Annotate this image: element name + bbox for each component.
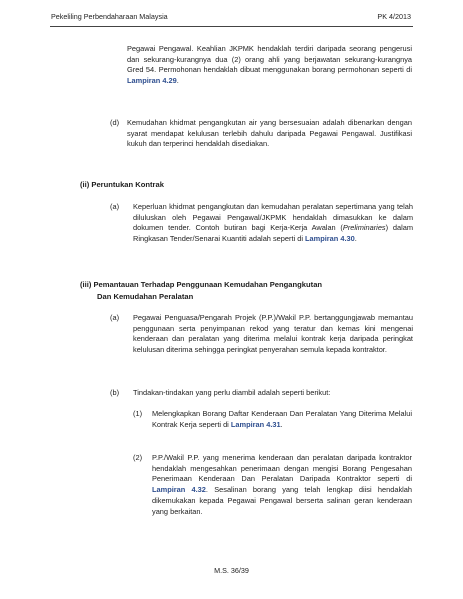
section-heading-iii-line2: Dan Kemudahan Peralatan — [97, 292, 194, 301]
item-iii-b-text: Tindakan-tindakan yang perlu diambil adalah seperti berikut: — [133, 388, 331, 397]
subitem-1-text — [152, 409, 412, 430]
header-rule — [50, 26, 413, 27]
appendix-link-4-32[interactable]: Lampiran 4.32 — [152, 485, 206, 495]
item-d-text: Kemudahan khidmat pengangkutan air yang bersesuaian adalah dibenarkan dengan syarat mendapat kelulusan terlebih dahulu daripada Pegawai Pengawal. Justifikasi kukuh dan terperinci hendaklah disediakan. — [127, 118, 412, 149]
item-ii-a-text-part1: Keperluan khidmat pengangkutan dan kemudahan peralatan sepertimana yang telah diluluskan oleh Pegawai Pengawal/JKPMK hendaklah dimasukkan ke dalam dokumen tender. Contoh butiran bagi Kerja-Kerja Awalan ( — [133, 202, 413, 233]
subitem-1-end: . — [280, 419, 283, 429]
item-label-iii-a: (a) — [110, 313, 120, 322]
appendix-link-4-31[interactable]: Lampiran 4.31 — [230, 419, 281, 429]
subitem-label-2: (2) — [133, 453, 143, 462]
paragraph-end: . — [176, 76, 179, 86]
page-number: M.S. 36/39 — [214, 566, 249, 575]
section-heading-ii: (ii) Peruntukan Kontrak — [80, 180, 164, 189]
subitem-2-text — [152, 453, 412, 517]
appendix-link-4-29[interactable]: Lampiran 4.29 — [127, 76, 177, 86]
appendix-link-4-30[interactable]: Lampiran 4.30 — [305, 234, 355, 244]
paragraph-continued — [127, 44, 412, 87]
item-ii-a-text — [133, 202, 413, 245]
paragraph-text: Pegawai Pengawal. Keahlian JKPMK hendaklah terdiri daripada seorang pengerusi dan sekurang-kurangnya dua (2) orang ahli yang berjawatan sekurang-kurangnya Gred 54. Permohonan hendaklah dibuat menggunakan borang permohonan seperti di — [127, 44, 412, 75]
item-label-d: (d) — [110, 118, 120, 127]
item-ii-a-end: . — [354, 234, 357, 244]
subitem-label-1: (1) — [133, 409, 143, 418]
subitem-2-body-end: . Sesalinan borang yang telah lengkap diisi hendaklah dikemukakan kepada Pegawai Pengawal berserta salinan geran kenderaan yang berkaitan. — [152, 485, 412, 516]
subitem-2-body: P.P./Wakil P.P. yang menerima kenderaan dan peralatan daripada kontraktor hendaklah mengesahkan penerimaan dengan mengisi Borang Pengesahan Penerimaan Kenderaan Dan Peralatan Daripada Kontraktor seperti di — [152, 453, 412, 484]
subitem-1-body: Melengkapkan Borang Daftar Kenderaan Dan Peralatan Yang Diterima Melalui Kontrak Kerja seperti di — [152, 409, 412, 429]
item-label-ii-a: (a) — [110, 202, 120, 211]
item-label-iii-b: (b) — [110, 388, 120, 397]
preliminaries-term: Preliminaries — [342, 223, 386, 233]
header-title: Pekeliling Perbendaharaan Malaysia — [51, 12, 168, 21]
item-ii-a-text-part2: ) dalam Ringkasan Tender/Senarai Kuantiti adalah seperti di — [133, 223, 413, 244]
section-heading-iii: (iii) Pemantauan Terhadap Penggunaan Kemudahan Pengangkutan — [80, 280, 323, 289]
item-iii-a-text: Pegawai Penguasa/Pengarah Projek (P.P.)/Wakil P.P. bertanggungjawab memantau penggunaan serta penyimpanan rekod yang teratur dan kemas kini mengenai kenderaan dan peralatan yang diterima melalui kontrak kerja daripada peringkat kelulusan diterima sehingga peringkat penyerahan semula kepada kontraktor. — [133, 313, 413, 355]
header-reference: PK 4/2013 — [377, 12, 411, 21]
